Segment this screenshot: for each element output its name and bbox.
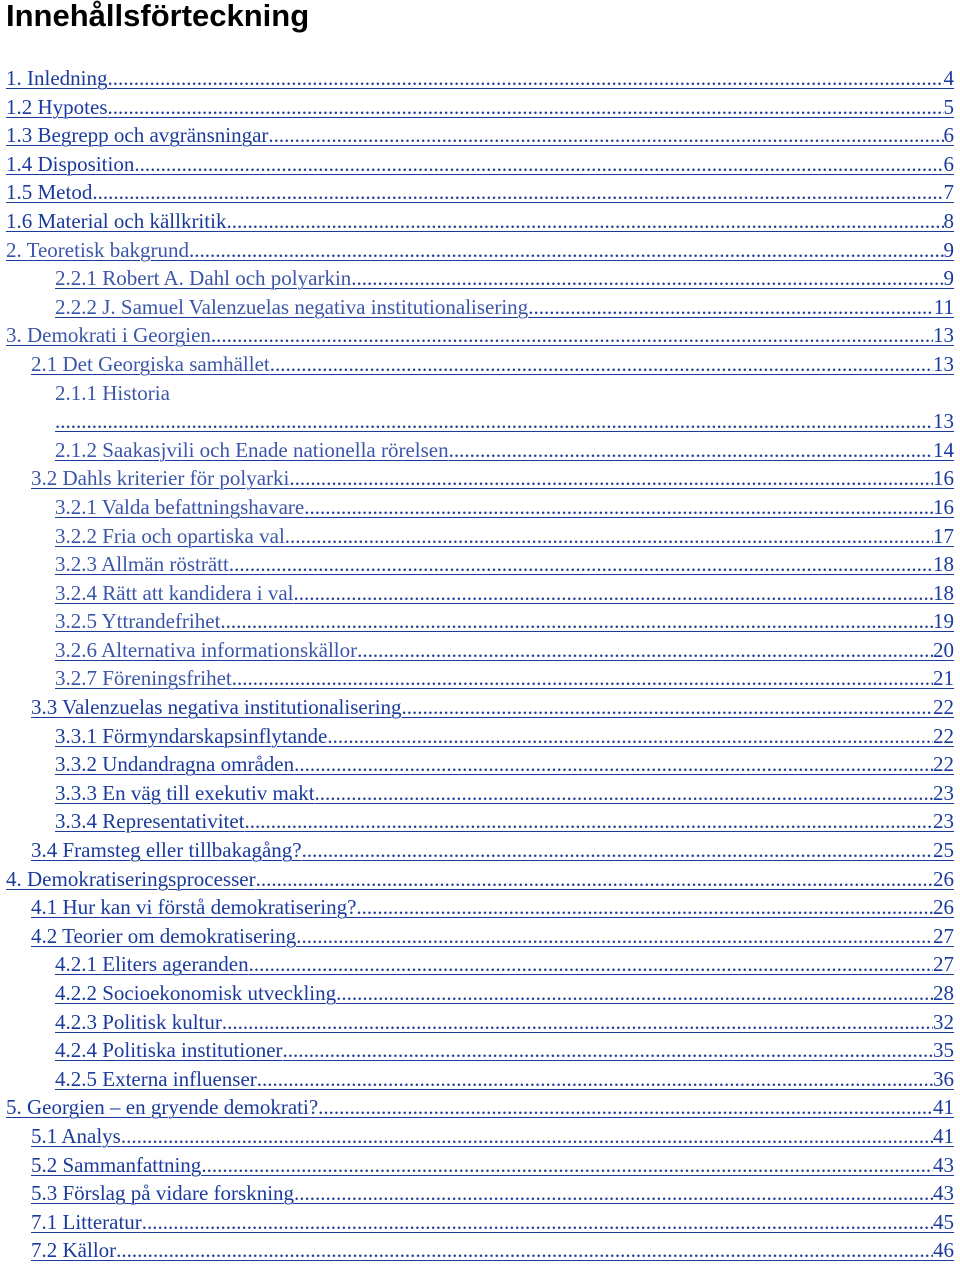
toc-entry-4-2-2-socioekonomisk[interactable]: 4.2.2 Socioekonomisk utveckling ..... 28 bbox=[0, 979, 960, 1008]
page-number: 46 bbox=[933, 1238, 954, 1263]
page-number: 6 bbox=[943, 123, 954, 148]
toc-entry-4-2-5-externa[interactable]: 4.2.5 Externa influenser ..... 36 bbox=[0, 1065, 960, 1094]
page-number: 35 bbox=[933, 1038, 954, 1063]
toc-entry-5-3-forslag[interactable]: 5.3 Förslag på vidare forskning ..... 43 bbox=[0, 1179, 960, 1208]
page-number: 16 bbox=[933, 466, 954, 491]
toc-entry-7-1-litteratur[interactable]: 7.1 Litteratur ..... 45 bbox=[0, 1208, 960, 1237]
page-number: 18 bbox=[933, 552, 954, 577]
toc-entry-2-1-1-historia-title[interactable]: 2.1.1 Historia bbox=[55, 380, 170, 405]
page-number: 22 bbox=[933, 695, 954, 720]
page-number: 11 bbox=[933, 294, 954, 319]
toc-list bbox=[0, 64, 960, 1265]
toc-entry-3-2-1-valda[interactable]: 3.2.1 Valda befattningshavare ..... 16 bbox=[0, 493, 960, 522]
page-number: 18 bbox=[933, 580, 954, 605]
page-number: 27 bbox=[933, 923, 954, 948]
toc-entry-3-2-6-informationskallor[interactable]: 3.2.6 Alternativa informationskällor ..... 20 bbox=[0, 636, 960, 665]
toc-entry-1-6-material[interactable]: 1.6 Material och källkritik ..... 8 bbox=[0, 207, 960, 236]
toc-entry-1-inledning[interactable]: 1. Inledning ..... 4 bbox=[0, 64, 960, 93]
page-number: 43 bbox=[933, 1181, 954, 1206]
toc-entry-3-demokrati-i-georgien[interactable]: 3. Demokrati i Georgien ..... 13 bbox=[0, 321, 960, 350]
toc-entry-5-1-analys[interactable]: 5.1 Analys ..... 41 bbox=[0, 1122, 960, 1151]
page-number: 26 bbox=[933, 866, 954, 891]
toc-heading: Innehållsförteckning bbox=[6, 0, 310, 33]
toc-entry-1-2-hypotes[interactable]: 1.2 Hypotes ..... 5 bbox=[0, 93, 960, 122]
page-number: 25 bbox=[933, 838, 954, 863]
page-number: 14 bbox=[933, 437, 954, 462]
toc-entry-1-4-disposition[interactable]: 1.4 Disposition ..... 6 bbox=[0, 150, 960, 179]
page-number: 5 bbox=[943, 94, 954, 119]
page-number: 13 bbox=[933, 323, 954, 348]
page-number: 27 bbox=[933, 952, 954, 977]
page-number: 43 bbox=[933, 1152, 954, 1177]
page-number: 20 bbox=[933, 637, 954, 662]
page-number: 41 bbox=[933, 1123, 954, 1148]
toc-entry-2-teoretisk-bakgrund[interactable]: 2. Teoretisk bakgrund ..... 9 bbox=[0, 236, 960, 265]
toc-entry-3-3-2-undandragna[interactable]: 3.3.2 Undandragna områden ..... 22 bbox=[0, 750, 960, 779]
toc-entry-2-1-2-saakasjvili[interactable]: 2.1.2 Saakasjvili och Enade nationella rörelsen ..... 14 bbox=[0, 436, 960, 465]
page-number: 21 bbox=[933, 666, 954, 691]
page-number: 26 bbox=[933, 895, 954, 920]
toc-entry-3-3-valenzuela[interactable]: 3.3 Valenzuelas negativa institutionalisering ..... 22 bbox=[0, 693, 960, 722]
toc-entry-4-1-forsta[interactable]: 4.1 Hur kan vi förstå demokratisering? ..... 26 bbox=[0, 893, 960, 922]
page-number: 22 bbox=[933, 752, 954, 777]
toc-entry-1-3-begrepp[interactable]: 1.3 Begrepp och avgränsningar ..... 6 bbox=[0, 121, 960, 150]
toc-entry-3-3-4-representativitet[interactable]: 3.3.4 Representativitet ..... 23 bbox=[0, 807, 960, 836]
page-number: 7 bbox=[943, 180, 954, 205]
page-number: 45 bbox=[933, 1209, 954, 1234]
page-number: 28 bbox=[933, 981, 954, 1005]
page-number: 32 bbox=[933, 1009, 954, 1034]
page-number: 8 bbox=[943, 208, 954, 233]
toc-entry-1-5-metod[interactable]: 1.5 Metod ..... 7 bbox=[0, 178, 960, 207]
toc-entry-2-1-samhallet[interactable]: 2.1 Det Georgiska samhället ..... 13 bbox=[0, 350, 960, 379]
toc-entry-3-3-3-exekutiv-makt[interactable]: 3.3.3 En väg till exekutiv makt ..... 23 bbox=[0, 779, 960, 808]
page-number: 23 bbox=[933, 809, 954, 834]
page-number: 13 bbox=[933, 409, 954, 434]
page-number: 6 bbox=[943, 151, 954, 176]
page-number: 22 bbox=[933, 723, 954, 748]
toc-entry-3-3-1-formyndarskap[interactable]: 3.3.1 Förmyndarskapsinflytande ..... 22 bbox=[0, 722, 960, 751]
toc-entry-5-georgien[interactable]: 5. Georgien – en gryende demokrati? ..... 41 bbox=[0, 1093, 960, 1122]
toc-entry-3-2-4-kandidera[interactable]: 3.2.4 Rätt att kandidera i val ..... 18 bbox=[0, 579, 960, 608]
toc-entry-4-2-4-institutioner[interactable]: 4.2.4 Politiska institutioner ..... 35 bbox=[0, 1036, 960, 1065]
toc-entry-3-2-5-yttrandefrihet[interactable]: 3.2.5 Yttrandefrihet ..... 19 bbox=[0, 607, 960, 636]
page-number: 36 bbox=[933, 1066, 954, 1091]
toc-entry-2-2-2-valenzuela[interactable]: 2.2.2 J. Samuel Valenzuelas negativa institutionalisering ..... 11 bbox=[0, 293, 960, 322]
page-number: 23 bbox=[933, 780, 954, 805]
toc-entry-3-2-7-foreningsfrihet[interactable]: 3.2.7 Föreningsfrihet ..... 21 bbox=[0, 664, 960, 693]
page-number: 41 bbox=[933, 1095, 954, 1120]
toc-entry-7-2-kallor[interactable]: 7.2 Källor ..... 46 bbox=[0, 1236, 960, 1265]
page-number: 4 bbox=[943, 66, 954, 90]
page-number: 19 bbox=[933, 609, 954, 634]
toc-entry-3-2-3-rostratt[interactable]: 3.2.3 Allmän rösträtt ..... 18 bbox=[0, 550, 960, 579]
toc-entry-4-demokratiseringsprocesser[interactable]: 4. Demokratiseringsprocesser ..... 26 bbox=[0, 865, 960, 894]
toc-entry-4-2-1-eliter[interactable]: 4.2.1 Eliters ageranden ..... 27 bbox=[0, 950, 960, 979]
toc-entry-3-2-dahls-kriterier[interactable]: 3.2 Dahls kriterier för polyarki ..... 16 bbox=[0, 464, 960, 493]
toc-entry-2-2-1-dahl[interactable]: 2.2.1 Robert A. Dahl och polyarkin ..... 9 bbox=[0, 264, 960, 293]
toc-entry-4-2-3-politisk-kultur[interactable]: 4.2.3 Politisk kultur ..... 32 bbox=[0, 1008, 960, 1037]
page-number: 9 bbox=[943, 266, 954, 291]
toc-entry-4-2-teorier[interactable]: 4.2 Teorier om demokratisering ..... 27 bbox=[0, 922, 960, 951]
page-number: 9 bbox=[943, 237, 954, 262]
toc-entry-2-1-1-historia-page[interactable] bbox=[0, 407, 960, 436]
page-number: 13 bbox=[933, 351, 954, 376]
toc-entry-3-2-2-fria-val[interactable]: 3.2.2 Fria och opartiska val ..... 17 bbox=[0, 522, 960, 551]
page-number: 16 bbox=[933, 494, 954, 519]
page-number: 17 bbox=[933, 523, 954, 548]
toc-entry-5-2-sammanfattning[interactable]: 5.2 Sammanfattning ..... 43 bbox=[0, 1151, 960, 1180]
toc-entry-3-4-framsteg[interactable]: 3.4 Framsteg eller tillbakagång? ..... 25 bbox=[0, 836, 960, 865]
